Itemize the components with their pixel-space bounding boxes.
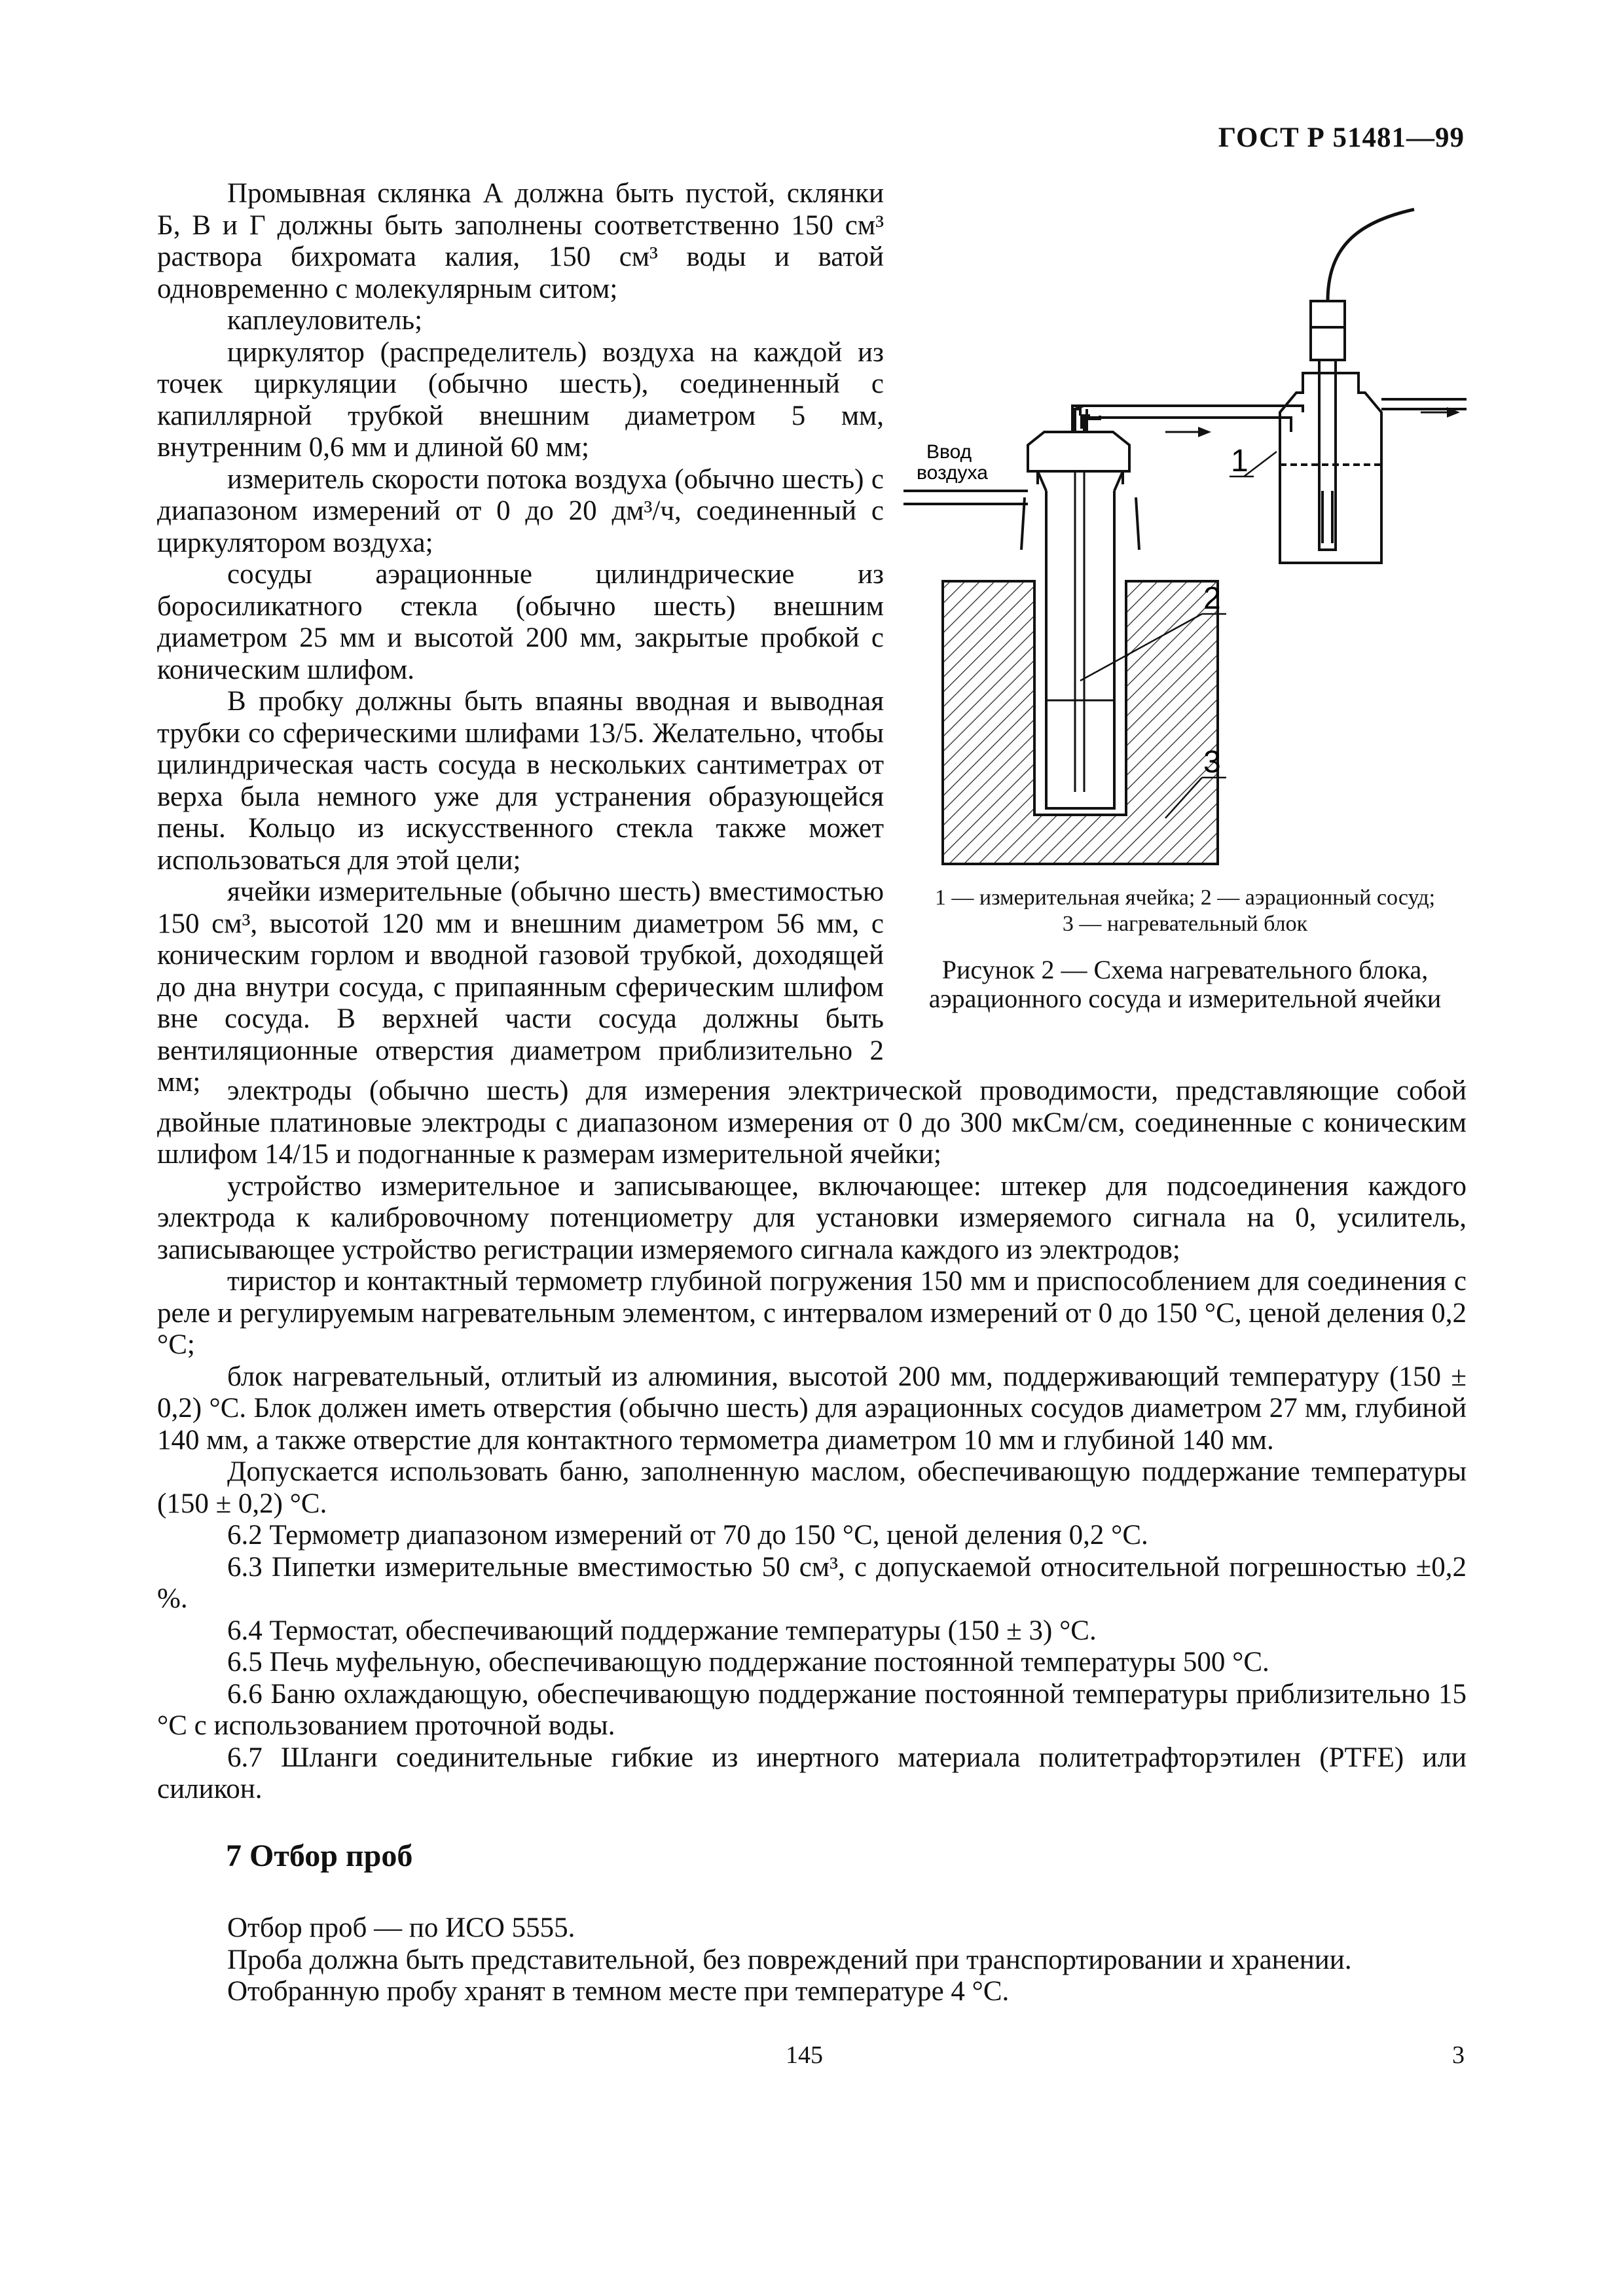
paragraph: сосуды аэрационные цилиндрические из боросиликатного стекла (обычно шесть) внешним диаметром 25 мм и высотой 200 мм, закрытые пробкой с коническим шлифом.	[157, 559, 884, 685]
page-number-right: 3	[1452, 2041, 1465, 2069]
callout-1-label: 1	[1231, 444, 1249, 478]
paragraph: В пробку должны быть впаяны вводная и выводная трубки со сферическими шлифами 13/5. Желательно, чтобы цилиндрическая часть сосуда в нескольких сантиметрах от верха была немного уже для устранения образующейся пены. Кольцо из искусственного стекла также может использоваться для этой цели;	[157, 686, 884, 876]
air-inlet-tube	[903, 491, 1028, 504]
paragraph: каплеуловитель;	[227, 305, 423, 336]
paragraph: Допускается использовать баню, заполненную маслом, обеспечивающую поддержание температуры (150 ± 0,2) °С.	[157, 1456, 1467, 1519]
air-inlet-label-line2: воздуха	[917, 462, 988, 484]
connecting-tube	[1021, 406, 1303, 432]
paragraph: блок нагревательный, отлитый из алюминия, высотой 200 мм, поддерживающий температуру (150 ± 0,2) °С. Блок должен иметь отверстия (обычно шесть) для аэрационных сосудов диаметром 27 мм, глубиной 140 мм, а также отверстие для контактного термометра диаметром 10 мм и глубиной 140 мм.	[157, 1361, 1467, 1456]
figure-legend-line: 3 — нагревательный блок	[1062, 912, 1308, 936]
paragraph: устройство измерительное и записывающее, включающее: штекер для подсоединения каждого электрода к калибровочному потенциометру для установки измеряемого сигнала на 0, усилитель, записывающее устройство регистрации измеряемого сигнала каждого из электродов;	[157, 1170, 1467, 1265]
paragraph: Отобранную пробу хранят в темном месте при температуре 4 °С.	[227, 1976, 1010, 2007]
flow-arrow	[1165, 427, 1211, 437]
callout-2-label: 2	[1203, 581, 1221, 616]
figure-caption: Рисунок 2 — Схема нагревательного блока, аэрационного сосуда и измерительной ячейки	[928, 955, 1442, 1013]
left-column-text	[157, 178, 884, 1099]
paragraph: Отбор проб — по ИСО 5555.	[227, 1912, 575, 1943]
section-7-text	[157, 1912, 1467, 2008]
paragraph: 6.3 Пипетки измерительные вместимостью 50 см³, с допускаемой относительной погрешностью ±0,2 %.	[157, 1551, 1467, 1614]
heating-block	[943, 581, 1218, 864]
measuring-cell	[1280, 209, 1467, 563]
paragraph: тиристор и контактный термометр глубиной погружения 150 мм и приспособлением для соединения с реле и регулируемым нагревательным элементом, с интервалом измерений от 0 до 150 °С, ценой деления 0,2 °С;	[157, 1266, 1467, 1360]
aeration-vessel	[1021, 432, 1139, 808]
paragraph: Промывная склянка А должна быть пустой, склянки Б, В и Г должны быть заполнены соответственно 150 см³ раствора бихромата калия, 150 см³ воды и ватой одновременно с молекулярным ситом;	[157, 178, 884, 304]
paragraph: 6.4 Термостат, обеспечивающий поддержание температуры (150 ± 3) °С.	[227, 1615, 1097, 1646]
full-width-text	[157, 1075, 1467, 1806]
figure-legend-line: 1 — измерительная ячейка; 2 — аэрационный сосуд;	[934, 886, 1436, 910]
paragraph: 6.6 Баню охлаждающую, обеспечивающую поддержание постоянной температуры приблизительно 15 °С с использованием проточной воды.	[157, 1678, 1467, 1741]
paragraph: 6.2 Термометр диапазоном измерений от 70 до 150 °С, ценой деления 0,2 °С.	[227, 1520, 1148, 1551]
paragraph: Проба должна быть представительной, без повреждений при транспортировании и хранении.	[227, 1944, 1352, 1975]
section-heading: 7 Отбор проб	[226, 1839, 413, 1873]
callout-3-label: 3	[1203, 745, 1221, 780]
paragraph: электроды (обычно шесть) для измерения электрической проводимости, представляющие собой двойные платиновые электроды с диапазоном измерения от 0 до 300 мкСм/см, соединенные с коническим шлифом 14/15 и подогнанные к размерам измерительной ячейки;	[157, 1075, 1467, 1170]
figure-legend	[903, 885, 1467, 937]
callout-1	[1230, 444, 1277, 478]
paragraph: 6.5 Печь муфельную, обеспечивающую поддержание постоянной температуры 500 °С.	[227, 1647, 1269, 1677]
document-header: ГОСТ Р 51481—99	[1218, 122, 1465, 153]
paragraph: 6.7 Шланги соединительные гибкие из инертного материала политетрафторэтилен (PTFE) или силикон.	[157, 1742, 1467, 1804]
paragraph: ячейки измерительные (обычно шесть) вместимостью 150 см³, высотой 120 мм и внешним диаметром 56 мм, с коническим горлом и вводной газовой трубкой, доходящей до дна внутри сосуда, с припаянным сферическим шлифом вне сосуда. В верхней части сосуда должны быть вентиляционные отверстия диаметром приблизительно 2 мм;	[157, 876, 884, 1098]
air-inlet-label-line1: Ввод	[926, 441, 972, 463]
paragraph: измеритель скорости потока воздуха (обычно шесть) с диапазоном измерений от 0 до 20 дм³/ч, соединенный с циркулятором воздуха;	[157, 463, 884, 558]
paragraph: циркулятор (распределитель) воздуха на каждой из точек циркуляции (обычно шесть), соединенный с капиллярной трубкой внешним диаметром 5 мм, внутренним 0,6 мм и длиной 60 мм;	[157, 336, 884, 463]
page-number-center: 145	[786, 2041, 823, 2069]
